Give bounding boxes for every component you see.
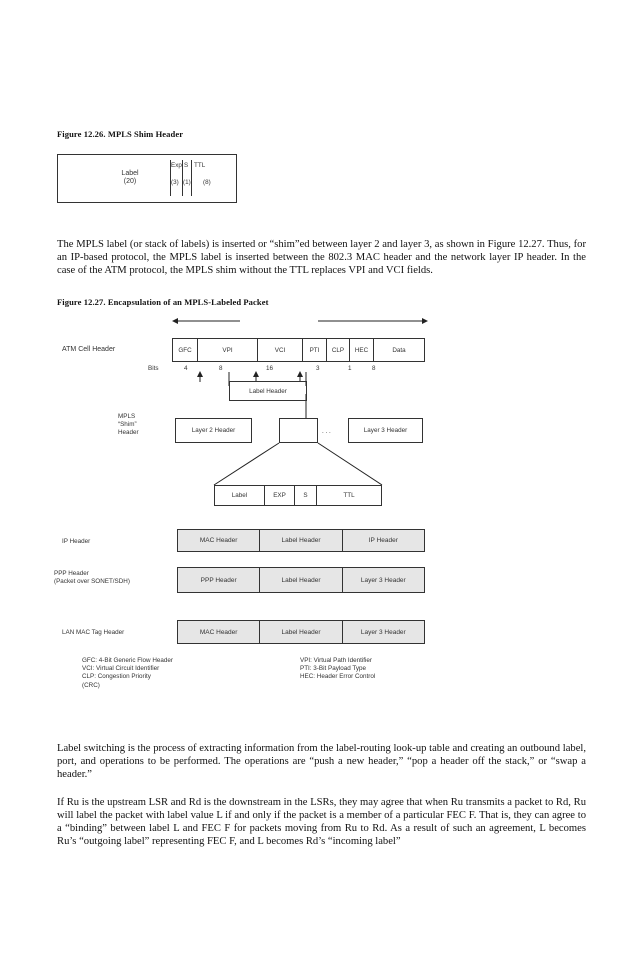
label-header-box: Label Header	[229, 381, 307, 401]
mpls-shim-label	[118, 413, 139, 437]
ip-ip-header-cell: IP Header	[368, 537, 398, 544]
lan-layer3-header-cell: Layer 3 Header	[360, 628, 406, 636]
shim-ttl-bits: (8)	[203, 179, 211, 186]
shim-slot-box	[279, 418, 318, 443]
bits-value: 16	[266, 365, 274, 372]
ip-mac-header-cell: MAC Header	[178, 530, 260, 551]
atm-gfc-cell: GFC	[173, 339, 198, 361]
bits-value: 1	[348, 365, 352, 372]
bits-label: Bits	[148, 365, 159, 372]
continuation-dots: . . .	[322, 428, 331, 435]
ip-header-row	[177, 529, 425, 552]
legend-item: (CRC)	[82, 681, 100, 689]
shim-s-bits: (1)	[183, 179, 191, 186]
bits-value: 3	[316, 365, 320, 372]
ppp-label-header-cell: Label Header	[260, 568, 342, 592]
lan-mac-header-cell: MAC Header	[178, 621, 260, 643]
legend-left	[82, 657, 173, 690]
shim-label-bits: (20)	[123, 178, 137, 185]
legend-item: VPI: Virtual Path Identifier	[300, 657, 372, 664]
ppp-label-line: (Packet over SONET/SDH)	[54, 578, 130, 585]
bits-value: 4	[184, 365, 188, 372]
atm-clp-cell: CLP	[327, 339, 350, 361]
expanded-shim-header	[214, 485, 382, 506]
lan-label-header-cell: Label Header	[260, 621, 342, 643]
mpls-label-line: MPLS	[118, 413, 136, 420]
atm-cell-header	[172, 338, 425, 362]
body-paragraph: Label switching is the process of extracting information from the label-routing look-up table and creating an outbound label, port, and operations to be performed. The operations are “push a new header,” “pop a header off the stack,” or “swap a header.”	[57, 743, 586, 780]
atm-data-cell: Data	[392, 346, 406, 354]
layer3-header-box: Layer 3 Header	[348, 418, 423, 443]
body-paragraph: If Ru is the upstream LSR and Rd is the downstream in the LSRs, they may agree that when Ru transmits a packet to Rd, Ru will label the packet with label value L if and only if the packet is a member of a particular FEC F. That is, they can agree to a “binding” between label L and FEC F for packets moving from Ru to Rd. As a result of such an agreement, L becomes Ru’s “outgoing label” representing FEC F, and L becomes Rd’s “incoming label”	[57, 797, 586, 847]
legend-item: PTI: 3-Bit Payload Type	[300, 665, 367, 673]
shim-s-cell: S	[295, 486, 317, 505]
figure-caption: Figure 12.26. MPLS Shim Header	[57, 129, 184, 139]
shim-exp-cell: EXP	[265, 486, 295, 505]
shim-ttl-cell: TTL	[343, 492, 355, 499]
lan-header-row	[177, 620, 425, 644]
legend-item: CLP: Congestion Priority	[82, 673, 151, 681]
atm-row-label: ATM Cell Header	[62, 346, 116, 353]
atm-pti-cell: PTI	[303, 339, 327, 361]
legend-item: GFC: 4-Bit Generic Flow Header	[82, 657, 173, 664]
legend-right	[300, 657, 375, 682]
figure-caption: Figure 12.27. Encapsulation of an MPLS-Labeled Packet	[57, 297, 269, 307]
bits-value: 8	[219, 365, 223, 372]
ppp-header-row	[177, 567, 425, 593]
atm-hec-cell: HEC	[350, 339, 374, 361]
ip-row-label: IP Header	[62, 538, 91, 545]
layer2-header-box: Layer 2 Header	[175, 418, 252, 443]
atm-vci-cell: VCI	[258, 339, 303, 361]
atm-vpi-cell: VPI	[198, 339, 258, 361]
shim-ttl-field: TTL	[194, 162, 206, 169]
shim-exp-bits: (3)	[171, 179, 179, 186]
mpls-label-line: “Shim”	[118, 421, 137, 428]
ppp-header-cell: PPP Header	[178, 568, 260, 592]
ppp-layer3-header-cell: Layer 3 Header	[360, 576, 406, 584]
ppp-label-line: PPP Header	[54, 570, 89, 577]
shim-s-field: S	[184, 162, 189, 169]
shim-label-cell: Label	[215, 486, 265, 505]
ppp-row-label	[54, 570, 130, 586]
lan-row-label: LAN MAC Tag Header	[62, 629, 125, 636]
shim-exp-field: Exp	[171, 162, 182, 169]
shim-label-name: Label	[121, 170, 139, 177]
legend-item: HEC: Header Error Control	[300, 673, 376, 681]
ip-label-header-cell: Label Header	[260, 530, 342, 551]
legend-item: VCI: Virtual Circuit Identifier	[82, 665, 160, 673]
mpls-label-line: Header	[118, 429, 139, 436]
body-paragraph: The MPLS label (or stack of labels) is inserted or “shim”ed between layer 2 and layer 3, as shown in Figure 12.27. Thus, for an IP-based protocol, the MPLS label is inserted between the 802.3 MAC header and the network layer IP header. In the case of the ATM protocol, the MPLS shim without the TTL replaces VPI and VCI fields.	[57, 239, 586, 276]
bits-value: 8	[372, 365, 376, 372]
